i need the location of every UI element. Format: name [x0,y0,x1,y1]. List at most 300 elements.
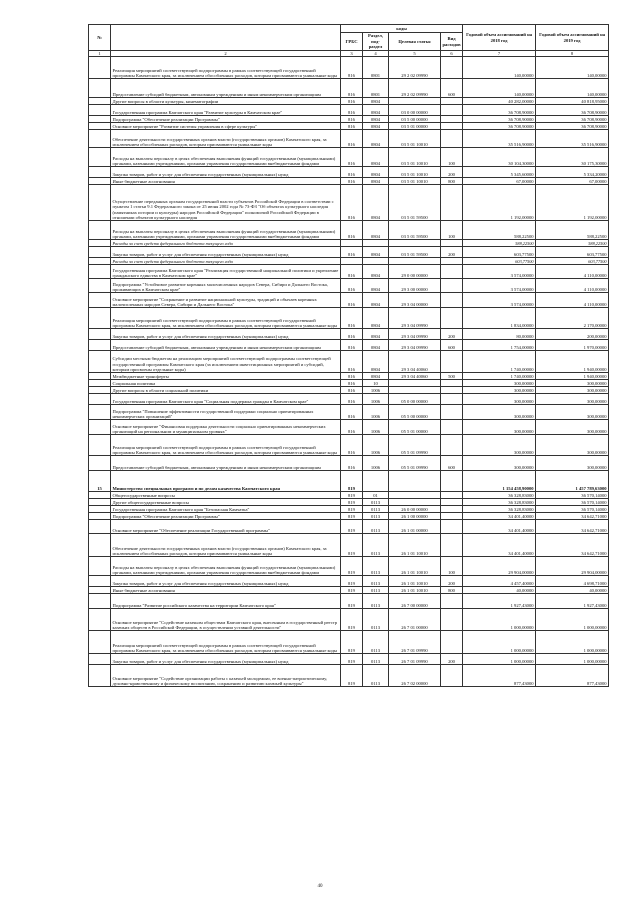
row-amount-2018: 140,00000 [463,57,536,79]
row-amount-2019: 1 940,00000 [536,373,609,380]
row-number [89,513,111,520]
row-number [89,576,111,587]
table-row [89,148,609,167]
row-vr [441,609,463,631]
row-vr [441,499,463,506]
row-amount-2018: 36 708,90000 [463,123,536,130]
row-csr: 26 7 01 09990 [389,631,441,654]
row-amount-2018: 40 282,00000 [463,98,536,105]
header-2019: Годовой объем ассигнований на 2019 год [536,25,609,51]
row-grbs: 816 [341,57,363,79]
row-csr: 29 3 04 00000 [389,293,441,308]
row-amount-2018: 5 345,60000 [463,167,536,178]
table-row [89,471,609,492]
row-grbs: 819 [341,654,363,665]
row-number [89,98,111,105]
row-vr [441,105,463,116]
row-amount-2018: 588,22500 [463,221,536,240]
row-amount-2019: 1 927,43000 [536,594,609,609]
row-number [89,105,111,116]
table-row [89,506,609,513]
row-razdel: 0804 [363,116,389,123]
header-vr: Вид расходов [441,33,463,51]
row-amount-2019: 36 708,90000 [536,105,609,116]
row-amount-2019: 34 642,71000 [536,520,609,534]
row-csr: 29 3 00 00000 [389,279,441,293]
row-amount-2018: 300,00000 [463,380,536,387]
row-grbs: 816 [341,123,363,130]
column-number: 1 [89,51,111,57]
table-row [89,587,609,594]
table-row [89,576,609,587]
row-grbs [341,258,363,265]
row-amount-2018: 36 708,90000 [463,116,536,123]
row-amount-2019: 67,00000 [536,178,609,185]
row-razdel: 0804 [363,178,389,185]
row-vr [441,380,463,387]
row-amount-2019: 5 334,20000 [536,167,609,178]
row-amount-2018: 35 516,90000 [463,130,536,148]
row-razdel: 1006 [363,456,389,471]
row-name: Обеспечение деятельности государственных органов власти (государственных органов) Камчатского края, за исключением обособленных расходов, которым присваиваются уникальные коды [111,534,341,557]
row-grbs: 816 [341,247,363,258]
row-razdel: 1006 [363,394,389,405]
row-name: Закупка товаров, работ и услуг для обеспечения государственных (муниципальных) нужд [111,247,341,258]
row-number [89,308,111,329]
row-number [89,148,111,167]
row-amount-2018: 1 000,00000 [463,631,536,654]
header-csr: Целевая статья [389,33,441,51]
row-vr: 200 [441,576,463,587]
row-grbs: 819 [341,665,363,687]
row-csr: 03 5 01 59500 [389,247,441,258]
row-razdel [363,471,389,492]
row-amount-2019: 877,43000 [536,665,609,687]
row-grbs: 816 [341,340,363,351]
row-name: Другие общегосударственные вопросы [111,499,341,506]
row-vr [441,258,463,265]
row-amount-2019: 603,77500 [536,258,609,265]
table-row [89,609,609,631]
row-csr [389,258,441,265]
row-name: Основное мероприятие "Финансовая поддержка деятельности социально ориентированных некоммерческих организаций на региональном и муниципальном уровнях" [111,420,341,435]
row-amount-2019: 300,00000 [536,456,609,471]
row-grbs: 816 [341,405,363,420]
row-vr [441,534,463,557]
table-row [89,240,609,247]
row-number [89,435,111,456]
row-amount-2018: 67,00000 [463,178,536,185]
row-vr [441,435,463,456]
header-2018: Годовой объем ассигнований на 2018 год [463,25,536,51]
table-row [89,394,609,405]
row-grbs: 819 [341,631,363,654]
row-razdel: 1006 [363,405,389,420]
row-number [89,265,111,279]
row-razdel: 0804 [363,167,389,178]
row-razdel: 1006 [363,387,389,394]
row-amount-2018: 1 000,00000 [463,609,536,631]
row-razdel: 0113 [363,513,389,520]
row-amount-2018: 3 574,00000 [463,265,536,279]
row-amount-2018: 300,00000 [463,420,536,435]
row-csr: 03 5 01 10010 [389,178,441,185]
row-grbs: 816 [341,279,363,293]
budget-table-page [88,24,608,687]
row-amount-2018: 34 401,40000 [463,513,536,520]
row-csr: 29 3 04 09990 [389,308,441,329]
row-vr [441,98,463,105]
row-razdel: 0804 [363,123,389,130]
row-amount-2019: 30 175,30000 [536,148,609,167]
row-name: Предоставление субсидий бюджетным, автономным учреждениям и иным некоммерческим организациям [111,79,341,98]
row-csr: 05 5 01 00000 [389,420,441,435]
row-razdel: 1006 [363,435,389,456]
row-razdel: 0804 [363,265,389,279]
row-razdel: 0804 [363,148,389,167]
table-row [89,520,609,534]
row-number [89,373,111,380]
row-amount-2019: 4 110,00000 [536,265,609,279]
row-razdel: 0113 [363,654,389,665]
row-vr [441,513,463,520]
row-razdel [363,240,389,247]
row-csr [389,471,441,492]
row-number [89,654,111,665]
row-vr: 100 [441,148,463,167]
row-csr: 26 1 01 10010 [389,534,441,557]
row-vr: 600 [441,79,463,98]
row-name: Субсидии местным бюджетам на реализацию мероприятий соответствующей подпрограммы соответствующей государственной программы Камчатского края (за исключением инвестиционных мероприятий и субсидий, которым присвоены отдельные коды) [111,351,341,373]
row-vr: 600 [441,456,463,471]
row-vr [441,631,463,654]
row-name: Государственная программа Камчатского края "Реализация государственной национальной политики и укрепление гражданского единства в Камчатском крае" [111,265,341,279]
table-row [89,373,609,380]
row-csr: 26 1 01 00000 [389,520,441,534]
row-amount-2019: 36 570,14000 [536,499,609,506]
row-grbs: 816 [341,98,363,105]
row-csr: 29 2 02 09990 [389,79,441,98]
row-csr: 29 2 02 09990 [389,57,441,79]
row-name: Расходы на выплаты персоналу в целях обеспечения выполнения функций государственными (муниципальными) органами, казенными учреждениями, органами управления государственными внебюджетными фондами [111,148,341,167]
row-amount-2018: 300,00000 [463,405,536,420]
table-row [89,665,609,687]
row-grbs: 816 [341,308,363,329]
row-amount-2018: 1 154 458,90000 [463,471,536,492]
row-name: Реализация мероприятий соответствующей подпрограммы в рамках соответствующей государственной программы Камчатского края, за исключением обособленных расходов, которым присваиваются уникальные коды [111,308,341,329]
row-vr [441,265,463,279]
table-row [89,178,609,185]
row-name: Основное мероприятие "Развитие системы управления в сфере культуры" [111,123,341,130]
row-razdel: 0804 [363,221,389,240]
row-name: Предоставление субсидий бюджетным, автономным учреждениям и иным некоммерческим организациям [111,456,341,471]
row-razdel: 0113 [363,609,389,631]
row-csr: 03 5 01 10010 [389,130,441,148]
row-amount-2018: 1 834,00000 [463,308,536,329]
row-csr: 26 1 01 10010 [389,576,441,587]
row-name: Межбюджетные трансферты [111,373,341,380]
row-amount-2019: 1 000,00000 [536,609,609,631]
row-amount-2019: 588,22500 [536,240,609,247]
row-amount-2019: 34 642,71000 [536,534,609,557]
row-csr: 26 7 01 00000 [389,609,441,631]
row-amount-2018: 1 192,00000 [463,185,536,221]
row-number [89,340,111,351]
row-csr: 03 5 01 10010 [389,148,441,167]
row-name: Иные бюджетные ассигнования [111,178,341,185]
row-grbs: 819 [341,576,363,587]
table-row [89,594,609,609]
column-number: 4 [363,51,389,57]
row-grbs: 816 [341,293,363,308]
row-amount-2018: 1 754,00000 [463,340,536,351]
table-row [89,167,609,178]
row-csr: 05 5 01 09990 [389,435,441,456]
table-header [89,25,609,57]
row-amount-2019: 4 110,00000 [536,293,609,308]
row-amount-2019: 1 970,00000 [536,340,609,351]
table-row [89,308,609,329]
row-number [89,79,111,98]
row-vr: 200 [441,247,463,258]
row-name: Реализация мероприятий соответствующей подпрограммы в рамках соответствующей государственной программы Камчатского края, за исключением обособленных расходов, которым присваиваются уникальные коды [111,57,341,79]
row-amount-2018: 40,00000 [463,587,536,594]
table-row [89,123,609,130]
row-number [89,420,111,435]
table-row [89,499,609,506]
row-amount-2018: 877,43000 [463,665,536,687]
row-csr: 29 3 04 09990 [389,340,441,351]
row-name: Обеспечение деятельности государственных органов власти (государственных органов) Камчатского края, за исключением обособленных расходов, которым присваиваются уникальные коды [111,130,341,148]
table-row [89,435,609,456]
row-amount-2019: 36 570,14000 [536,492,609,499]
row-number [89,594,111,609]
row-amount-2019: 603,77500 [536,247,609,258]
row-amount-2019: 40,00000 [536,587,609,594]
row-vr [441,492,463,499]
row-csr: 29 0 00 00000 [389,265,441,279]
row-csr: 03 5 01 10010 [389,167,441,178]
row-grbs: 816 [341,167,363,178]
row-csr: 29 3 04 40060 [389,373,441,380]
column-number: 2 [111,51,341,57]
row-amount-2018: 1 000,00000 [463,654,536,665]
row-grbs: 816 [341,116,363,123]
row-grbs: 816 [341,130,363,148]
row-razdel: 0113 [363,576,389,587]
row-grbs: 819 [341,587,363,594]
row-razdel: 0113 [363,520,389,534]
row-number [89,279,111,293]
row-vr [441,506,463,513]
row-amount-2019: 1 940,00000 [536,351,609,373]
row-grbs: 816 [341,420,363,435]
row-csr: 26 1 00 00000 [389,513,441,520]
row-csr: 26 1 01 10010 [389,587,441,594]
row-number [89,329,111,340]
row-amount-2018: 1 740,00000 [463,373,536,380]
row-vr [441,520,463,534]
table-row [89,247,609,258]
row-grbs: 819 [341,513,363,520]
row-amount-2019: 588,22500 [536,221,609,240]
row-amount-2018: 34 401,40000 [463,520,536,534]
row-amount-2019: 300,00000 [536,380,609,387]
header-grbs: ГРБС [341,33,363,51]
row-csr: 29 3 04 40060 [389,351,441,373]
row-name: Основное мероприятие "Содействие казачьим обществам Камчатского края, внесенным в государственный реестр казачьих обществ в Российской Федерации, в осуществлении уставной деятельности" [111,609,341,631]
row-razdel: 01 [363,492,389,499]
table-row [89,221,609,240]
row-grbs: 816 [341,148,363,167]
row-csr [389,98,441,105]
row-number [89,351,111,373]
row-razdel: 0804 [363,98,389,105]
row-csr: 29 3 04 09990 [389,329,441,340]
table-row [89,57,609,79]
row-grbs: 816 [341,79,363,98]
row-csr [389,499,441,506]
column-number: 5 [389,51,441,57]
row-number [89,123,111,130]
row-amount-2018: 603,77500 [463,247,536,258]
row-vr [441,279,463,293]
row-number [89,130,111,148]
row-amount-2019: 300,00000 [536,394,609,405]
table-body [89,57,609,687]
row-name: Государственная программа Камчатского края "Развитие культуры в Камчатском крае" [111,105,341,116]
row-amount-2019: 36 708,90000 [536,116,609,123]
row-name: Подпрограмма "Обеспечение реализации Программы" [111,116,341,123]
row-vr: 100 [441,557,463,576]
table-row [89,557,609,576]
row-amount-2018: 3 574,00000 [463,293,536,308]
row-razdel: 0113 [363,557,389,576]
header-num: № [89,25,111,51]
header-codes: коды [341,25,463,33]
row-vr [441,130,463,148]
row-razdel: 0113 [363,631,389,654]
row-name: Осуществление переданных органам государственной власти субъектов Российской Федерации в соответствии с пунктом 1 статьи 9.1 Федерального закона от 25 июня 2002 года № 73-ФЗ "Об объектах культурного наследия (памятниках истории и культуры) народов Российской Федерации" полномочий Российской Федерации в отношении объектов культурного наследия [111,185,341,221]
row-csr: 26 7 00 00000 [389,594,441,609]
row-number [89,557,111,576]
row-amount-2018: 29 904,00000 [463,557,536,576]
row-name: Предоставление субсидий бюджетным, автономным учреждениям и иным некоммерческим организациям [111,340,341,351]
row-amount-2019: 1 192,00000 [536,185,609,221]
row-razdel: 0804 [363,329,389,340]
table-row [89,351,609,373]
row-vr [441,351,463,373]
row-razdel: 0804 [363,279,389,293]
row-name: Расходы за счет средств федерального бюджета текущего года [111,240,341,247]
row-csr: 03 5 01 59500 [389,185,441,221]
row-amount-2019: 4 698,71000 [536,576,609,587]
row-amount-2019: 140,00000 [536,79,609,98]
row-name: Подпрограмма "Устойчивое развитие коренных малочисленных народов Севера, Сибири и Дальнего Востока, проживающих в Камчатском крае" [111,279,341,293]
row-amount-2019: 300,00000 [536,435,609,456]
row-number [89,258,111,265]
row-grbs: 816 [341,373,363,380]
row-grbs: 819 [341,471,363,492]
row-amount-2018: 36 708,90000 [463,105,536,116]
row-amount-2018: 3 574,00000 [463,279,536,293]
row-amount-2019: 29 904,00000 [536,557,609,576]
table-row [89,405,609,420]
row-csr [389,380,441,387]
table-row [89,329,609,340]
row-grbs: 816 [341,265,363,279]
row-csr: 03 5 01 59500 [389,221,441,240]
table-row [89,79,609,98]
row-razdel: 0804 [363,293,389,308]
row-amount-2018: 300,00000 [463,435,536,456]
row-number [89,293,111,308]
row-name: Расходы на выплаты персоналу в целях обеспечения выполнения функций государственными (муниципальными) органами, казенными учреждениями, органами управления государственными внебюджетными фондами [111,221,341,240]
row-vr [441,387,463,394]
row-razdel: 1006 [363,420,389,435]
row-razdel: 0801 [363,79,389,98]
row-number [89,534,111,557]
row-razdel: 0113 [363,587,389,594]
row-number [89,240,111,247]
row-razdel: 0804 [363,308,389,329]
table-row [89,534,609,557]
row-vr: 800 [441,178,463,185]
table-row [89,116,609,123]
row-csr [389,492,441,499]
budget-table [88,24,609,687]
row-name: Основное мероприятие "Обеспечение реализации Государственной программы" [111,520,341,534]
row-vr [441,394,463,405]
row-vr [441,240,463,247]
row-vr [441,293,463,308]
row-amount-2019: 300,00000 [536,420,609,435]
row-razdel: 0113 [363,534,389,557]
row-vr [441,594,463,609]
row-vr: 200 [441,654,463,665]
row-csr: 05 0 00 00000 [389,394,441,405]
table-row [89,492,609,499]
row-amount-2019: 140,00000 [536,57,609,79]
row-vr: 100 [441,221,463,240]
header-name-blank [111,25,341,51]
row-razdel [363,258,389,265]
row-number [89,609,111,631]
row-number [89,520,111,534]
table-row [89,279,609,293]
table-row [89,387,609,394]
row-amount-2019: 36 570,14000 [536,506,609,513]
row-vr: 200 [441,329,463,340]
row-razdel: 10 [363,380,389,387]
row-razdel: 0804 [363,351,389,373]
row-amount-2018: 30 104,30000 [463,148,536,167]
row-amount-2019: 34 642,71000 [536,513,609,520]
row-amount-2018: 300,00000 [463,456,536,471]
row-amount-2018: 4 457,40000 [463,576,536,587]
row-number [89,405,111,420]
row-razdel: 0113 [363,665,389,687]
row-name: Министерство специальных программ и по делам казачества Камчатского края [111,471,341,492]
row-number [89,167,111,178]
row-vr [441,116,463,123]
row-name: Государственная программа Камчатского края "Социальная поддержка граждан в Камчатском крае" [111,394,341,405]
table-row [89,513,609,520]
row-amount-2019: 4 110,00000 [536,279,609,293]
table-row [89,185,609,221]
row-csr: 03 5 00 00000 [389,116,441,123]
row-number [89,506,111,513]
